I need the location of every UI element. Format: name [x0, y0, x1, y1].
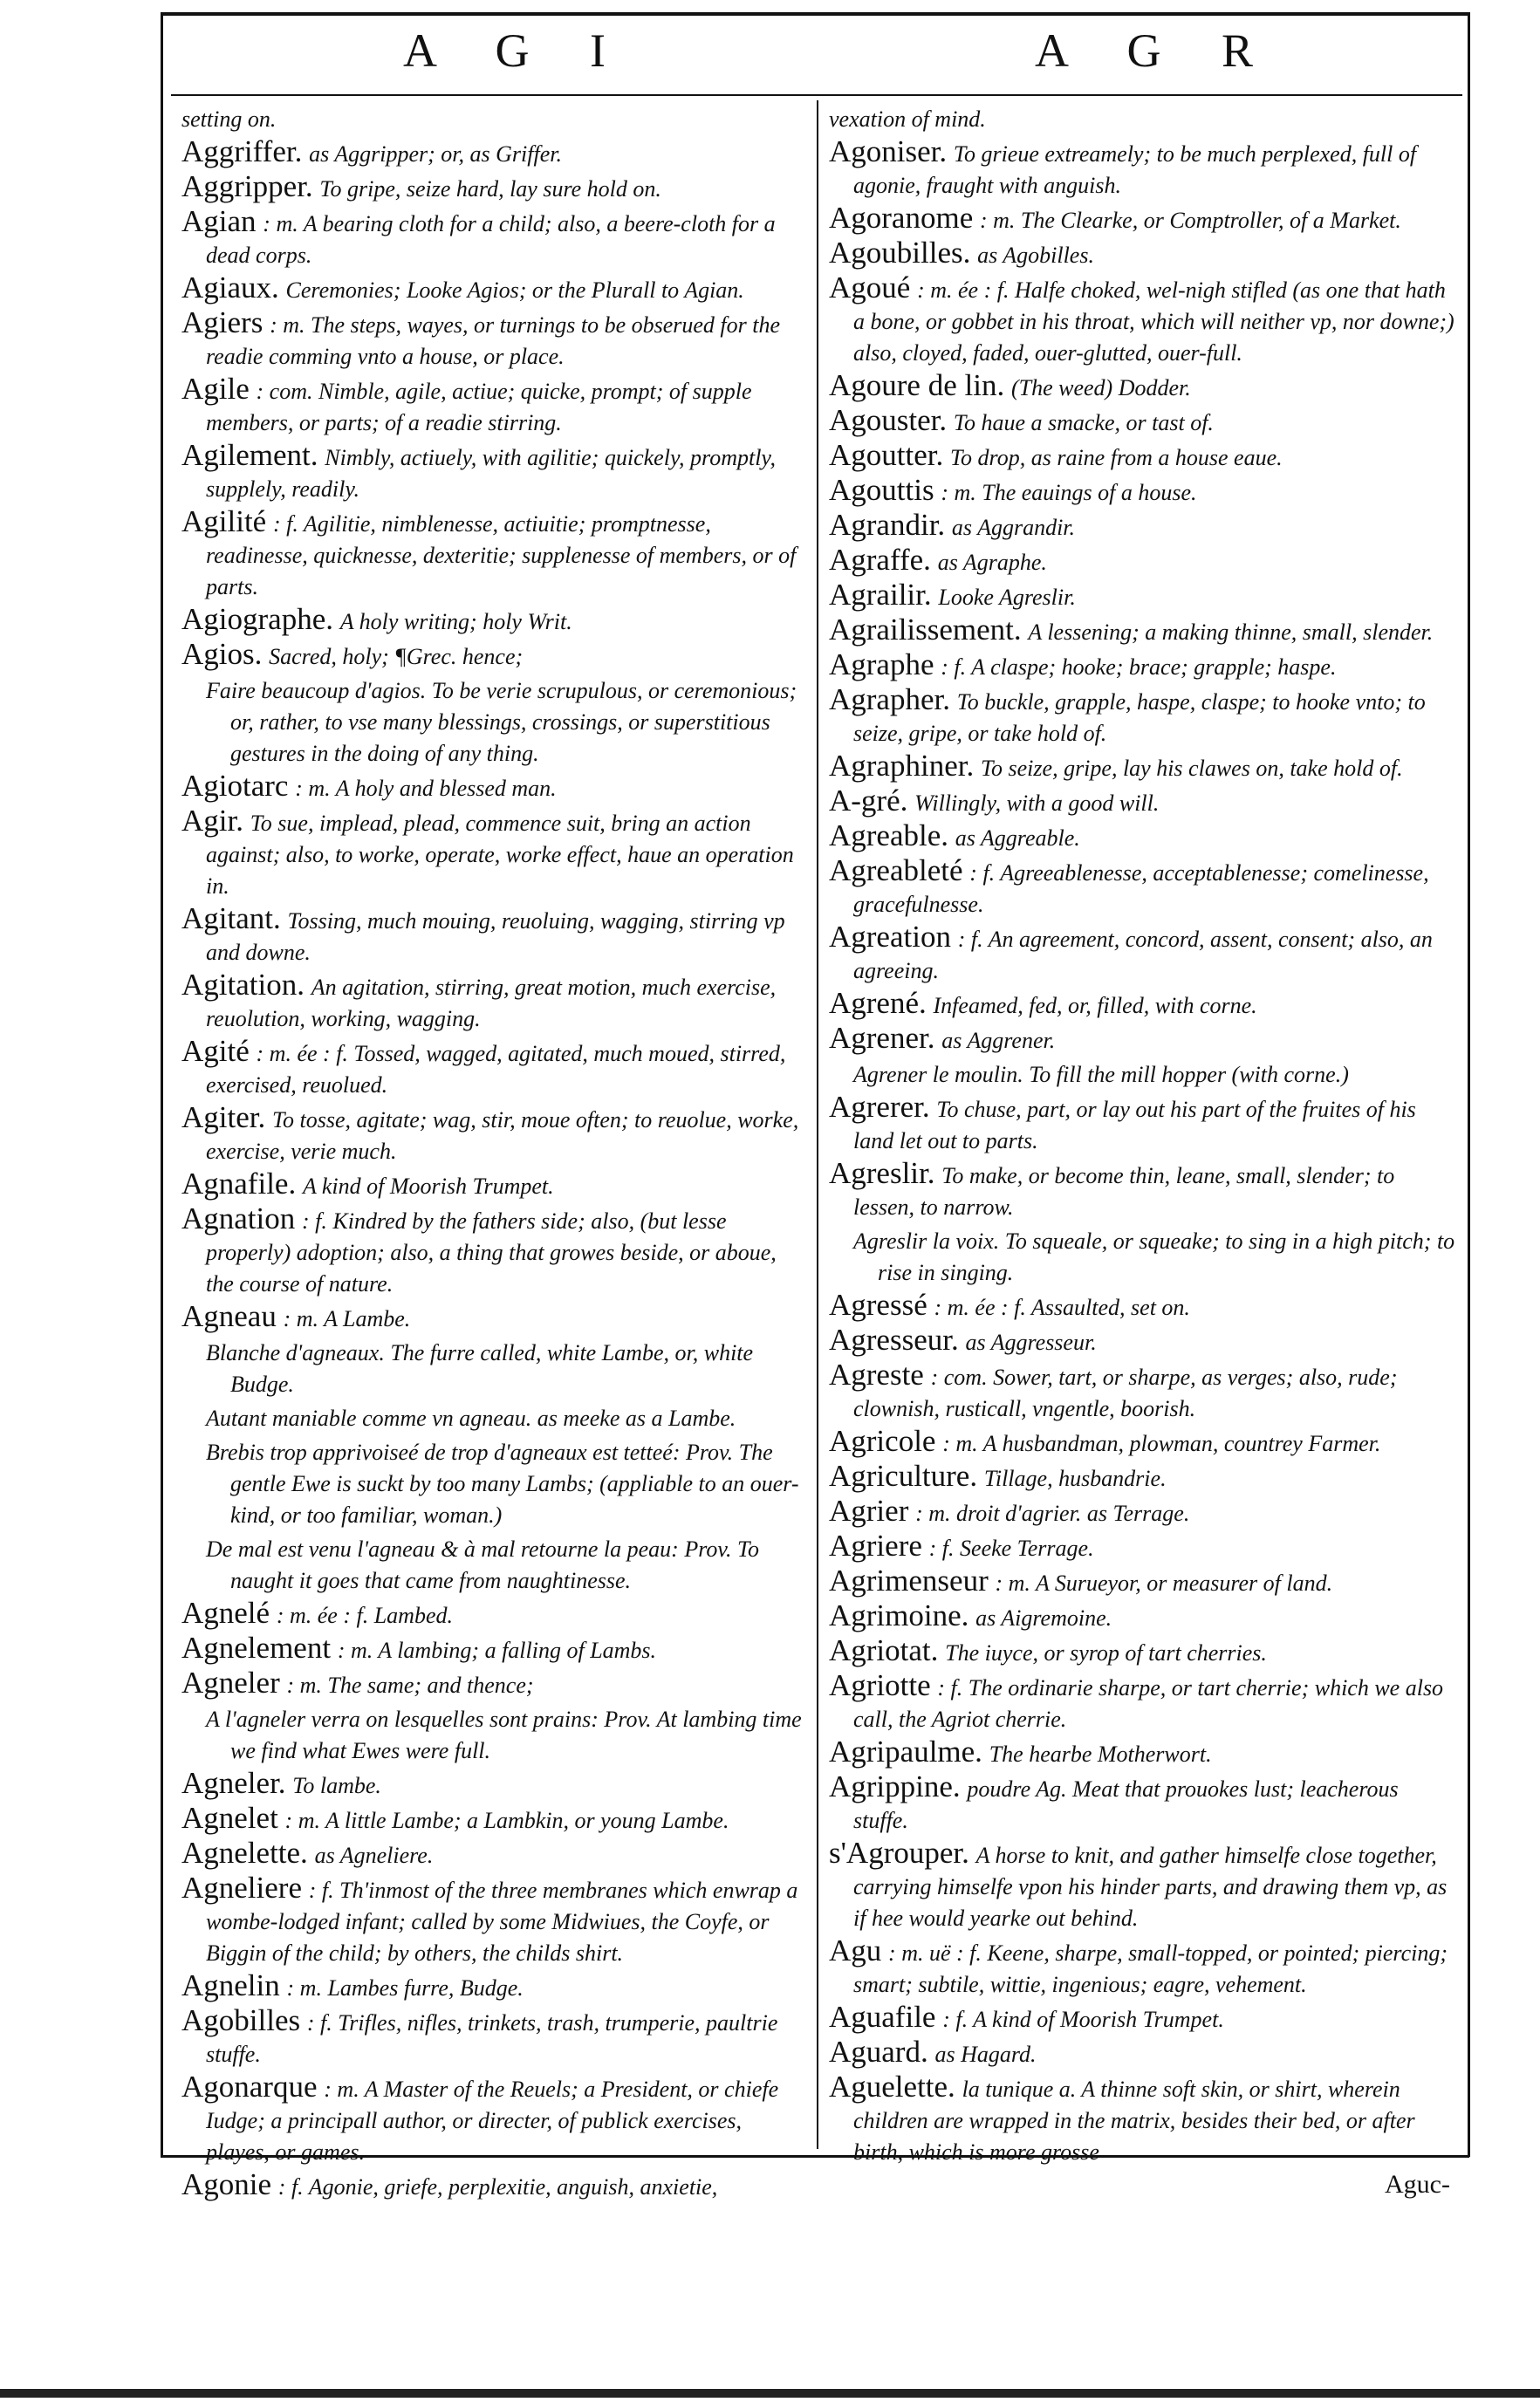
entry-gloss: De mal est venu l'agneau & à mal retourne la peau: Prov. To naught it goes that came from naughtinesse.	[206, 1536, 760, 1593]
entry-gloss: : m. A little Lambe; a Lambkin, or young Lambe.	[284, 1808, 729, 1833]
entry-gloss: : f. Kindred by the fathers side; also, (but lesse properly) adoption; also, a thing that growes beside, or aboue, the course of nature.	[206, 1208, 777, 1297]
dictionary-entry	[829, 922, 1455, 986]
entry-gloss: The hearbe Motherwort.	[989, 1742, 1212, 1767]
entry-headword: Agité	[181, 1034, 250, 1068]
dictionary-entry	[181, 438, 803, 504]
entry-gloss: : m. uë : f. Keene, sharpe, small-topped, or pointed; piercing; smart; subtile, wittie, ingenious; eagre, vehement.	[853, 1940, 1448, 1997]
entry-gloss: To sue, implead, plead, commence suit, bring an action against; also, to worke, operate, worke effect, haue an operation in.	[206, 811, 794, 899]
entry-gloss: as Aggresseur.	[965, 1330, 1097, 1355]
column-divider	[817, 100, 818, 2149]
entry-gloss: vexation of mind.	[829, 106, 986, 132]
entry-headword: Agriculture.	[829, 1459, 978, 1493]
entry-gloss: : f. Th'inmost of the three membranes which enwrap a wombe-lodged infant; called by some Midwiues, the Coyfe, or Biggin of the child; by others, the childs shirt.	[206, 1878, 798, 1966]
entry-headword: Agu	[829, 1933, 882, 1967]
dictionary-entry	[829, 403, 1455, 438]
dictionary-entry	[829, 1566, 1455, 1598]
dictionary-entry	[829, 1461, 1455, 1494]
entry-gloss: To tosse, agitate; wag, stir, moue often; to reuolue, worke, exercise, verie much.	[206, 1107, 799, 1164]
entry-headword: Agraphiner.	[829, 749, 975, 783]
dictionary-entry	[829, 612, 1455, 647]
dictionary-entry	[829, 1092, 1455, 1156]
dictionary-entry	[181, 1703, 803, 1766]
entry-gloss: as Hagard.	[934, 2042, 1037, 2067]
entry-headword: Agricole	[829, 1424, 936, 1458]
entry-headword: Agilement.	[181, 438, 318, 472]
entry-headword: Agiotarc	[181, 769, 289, 803]
entry-headword: Agreableté	[829, 853, 963, 887]
entry-headword: Agripaulme.	[829, 1735, 982, 1769]
entry-headword: Agrerer.	[829, 1090, 930, 1124]
page-frame-right	[1468, 12, 1470, 2157]
dictionary-entry	[829, 1023, 1455, 1056]
entry-gloss: Faire beaucoup d'agios. To be verie scrupulous, or ceremonious; or, rather, to vse many blessings, crossings, or superstitious gestures in the doing of any thing.	[206, 678, 797, 766]
header-rule	[171, 94, 1462, 96]
entry-headword: Agnation	[181, 1201, 296, 1235]
dictionary-entry	[181, 1598, 803, 1631]
entry-headword: Agrailir.	[829, 578, 932, 612]
entry-gloss: To grieue extreamely; to be much perplexed, full of agonie, fraught with anguish.	[853, 141, 1417, 198]
entry-headword: Aggriffer.	[181, 134, 303, 168]
dictionary-entry	[181, 637, 803, 672]
entry-gloss: : m. A holy and blessed man.	[295, 776, 557, 801]
dictionary-entry	[181, 1873, 803, 1968]
entry-gloss: : com. Nimble, agile, actiue; quicke, prompt; of supple members, or parts; of a readie stirring.	[206, 379, 752, 435]
entry-headword: Agneler.	[181, 1766, 286, 1800]
entry-headword: Agios.	[181, 637, 263, 671]
entry-gloss: To drop, as raine from a house eaue.	[949, 445, 1283, 470]
dictionary-entry	[181, 970, 803, 1034]
entry-headword: Agrimoine.	[829, 1598, 969, 1632]
entry-headword: Agrimenseur	[829, 1564, 989, 1598]
dictionary-entry	[829, 2002, 1455, 2035]
entry-gloss: Agreslir la voix. To squeale, or squeake; to sing in a high pitch; to rise in singing.	[853, 1228, 1455, 1285]
entry-headword: Agobilles	[181, 2003, 301, 2037]
dictionary-entry	[829, 103, 1455, 134]
scan-bottom-edge	[0, 2389, 1540, 2398]
entry-gloss: : f. Agonie, griefe, perplexitie, anguish, anxietie,	[277, 2174, 718, 2200]
entry-headword: A-gré.	[829, 784, 908, 818]
dictionary-entry	[829, 986, 1455, 1021]
dictionary-entry	[829, 545, 1455, 578]
entry-headword: Agiographe.	[181, 602, 333, 636]
dictionary-entry	[829, 1668, 1455, 1735]
entry-gloss: : m. A husbandman, plowman, countrey Farmer.	[942, 1431, 1381, 1456]
entry-gloss: : m. A Surueyor, or measurer of land.	[995, 1571, 1333, 1596]
dictionary-entry	[829, 1769, 1455, 1836]
entry-gloss: Ceremonies; Looke Agios; or the Plurall to Agian.	[285, 277, 744, 303]
entry-gloss: A kind of Moorish Trumpet.	[302, 1174, 554, 1199]
entry-gloss: Tossing, much mouing, reuoluing, wagging, stirring vp and downe.	[206, 908, 785, 965]
dictionary-entry	[181, 1299, 803, 1334]
dictionary-entry	[829, 853, 1455, 920]
entry-gloss: Nimbly, actiuely, with agilitie; quickely, promptly, supplely, readily.	[206, 445, 777, 502]
right-column	[829, 103, 1455, 2200]
dictionary-entry	[829, 682, 1455, 749]
entry-gloss: : m. droit d'agrier. as Terrage.	[915, 1501, 1190, 1526]
dictionary-entry	[829, 1633, 1455, 1668]
entry-gloss: as Aggrener.	[941, 1028, 1056, 1053]
dictionary-entry	[829, 580, 1455, 612]
entry-gloss: : m. The Clearke, or Comptroller, of a Market.	[979, 208, 1401, 233]
entry-headword: Agoué	[829, 270, 911, 305]
entry-gloss: Tillage, husbandrie.	[983, 1466, 1167, 1491]
dictionary-entry	[181, 602, 803, 637]
page-frame-left	[161, 12, 163, 2157]
entry-gloss: as Aggreable.	[955, 825, 1080, 851]
dictionary-entry	[181, 1337, 803, 1399]
entry-gloss: : m. ée : f. Lambed.	[276, 1603, 454, 1628]
dictionary-entry	[829, 1838, 1455, 1933]
entry-gloss: To seize, gripe, lay his clawes on, take hold of.	[980, 756, 1403, 781]
entry-gloss: To haue a smacke, or tast of.	[953, 410, 1214, 435]
entry-gloss: Brebis trop apprivoiseé de trop d'agneaux est tetteé: Prov. The gentle Ewe is suckt by too many Lambs; (appliable to an ouer-kind, or too familiar, woman.)	[206, 1440, 799, 1528]
entry-gloss: poudre Ag. Meat that prouokes lust; leacherous stuffe.	[853, 1776, 1399, 1833]
dictionary-entry	[829, 1737, 1455, 1769]
entry-gloss: A horse to knit, and gather himselfe close together, carrying himselfe vpon his hinder parts, and drawing them vp, as if hee would yearke out behind.	[853, 1843, 1448, 1931]
entry-headword: Agneliere	[181, 1871, 302, 1905]
entry-headword: Agrandir.	[829, 508, 946, 542]
entry-headword: Aguafile	[829, 2000, 936, 2034]
dictionary-entry	[181, 1803, 803, 1836]
entry-gloss: Blanche d'agneaux. The furre called, white Lambe, or, white Budge.	[206, 1340, 754, 1397]
dictionary-entry	[829, 1598, 1455, 1633]
dictionary-entry	[829, 438, 1455, 473]
dictionary-entry	[829, 1058, 1455, 1090]
entry-gloss: as Agobilles.	[977, 243, 1094, 268]
entry-headword: Agian	[181, 204, 257, 238]
entry-gloss: as Agneliere.	[314, 1843, 434, 1868]
dictionary-entry	[829, 1424, 1455, 1459]
dictionary-entry	[829, 751, 1455, 784]
entry-headword: Agresseur.	[829, 1323, 959, 1357]
dictionary-entry	[181, 103, 803, 134]
page-frame-top	[161, 12, 1469, 16]
dictionary-entry	[181, 270, 803, 305]
entry-gloss: An agitation, stirring, great motion, much exercise, reuolution, working, wagging.	[206, 975, 777, 1031]
entry-headword: Agnelin	[181, 1968, 280, 2002]
entry-headword: Agilité	[181, 504, 267, 538]
entry-gloss: Sacred, holy; ¶Grec. hence;	[269, 644, 524, 669]
dictionary-entry	[829, 238, 1455, 270]
entry-headword: Agrener.	[829, 1021, 935, 1055]
dictionary-entry	[829, 1156, 1455, 1222]
dictionary-entry	[181, 2003, 803, 2070]
dictionary-entry	[181, 1436, 803, 1530]
dictionary-entry	[181, 1402, 803, 1434]
entry-gloss: Agrener le moulin. To fill the mill hopper (with corne.)	[853, 1062, 1349, 1087]
entry-headword: Aggripper.	[181, 169, 313, 203]
entry-gloss: : m. ée : f. Assaulted, set on.	[934, 1295, 1190, 1320]
dictionary-entry	[829, 1531, 1455, 1564]
entry-gloss: la tunique a. A thinne soft skin, or shirt, wherein children are wrapped in the matrix, besides their bed, or after birth, which is more grosse	[853, 2077, 1415, 2165]
entry-headword: Agnelé	[181, 1596, 270, 1630]
entry-gloss: To gripe, seize hard, lay sure hold on.	[319, 176, 661, 202]
dictionary-entry	[829, 473, 1455, 508]
dictionary-entry	[829, 203, 1455, 236]
entry-headword: Agreation	[829, 920, 951, 954]
entry-gloss: : f. An agreement, concord, assent, consent; also, an agreeing.	[853, 927, 1433, 983]
entry-gloss: A lessening; a making thinne, small, slender.	[1028, 619, 1434, 645]
entry-headword: Agreste	[829, 1358, 924, 1392]
entry-gloss: : m. A Master of the Reuels; a President, or chiefe Iudge; a principall author, or directer, of publick exercises, playes, or games.	[206, 2077, 779, 2165]
running-head-left: A G I	[403, 24, 630, 77]
entry-gloss: : m. A lambing; a falling of Lambs.	[337, 1638, 657, 1663]
running-head-right: A G R	[1035, 24, 1278, 77]
dictionary-entry	[829, 1360, 1455, 1424]
entry-headword: Agriotat.	[829, 1633, 939, 1667]
entry-gloss: Infeamed, fed, or, filled, with corne.	[933, 993, 1257, 1018]
entry-gloss: Autant maniable comme vn agneau. as meeke as a Lambe.	[206, 1406, 736, 1431]
dictionary-entry	[181, 1201, 803, 1299]
entry-gloss: To make, or become thin, leane, small, slender; to lessen, to narrow.	[853, 1163, 1395, 1220]
dictionary-entry	[829, 2072, 1455, 2167]
dictionary-entry	[181, 374, 803, 438]
entry-headword: Agonie	[181, 2167, 272, 2201]
entry-gloss: : f. A kind of Moorish Trumpet.	[942, 2007, 1224, 2032]
entry-headword: Agreable.	[829, 818, 949, 852]
entry-gloss: : com. Sower, tart, or sharpe, as verges; also, rude; clownish, rusticall, vngentle, boorish.	[853, 1365, 1398, 1421]
dictionary-entry	[829, 368, 1455, 403]
entry-gloss: : m. Lambes furre, Budge.	[286, 1975, 524, 2001]
dictionary-entry	[181, 1034, 803, 1100]
catchword: Aguc-	[1385, 2170, 1450, 2199]
entry-headword: Agiers	[181, 305, 264, 339]
dictionary-entry	[181, 2072, 803, 2167]
entry-gloss: : m. A Lambe.	[283, 1306, 411, 1331]
dictionary-entry	[829, 134, 1455, 201]
entry-headword: Agonarque	[181, 2070, 318, 2104]
dictionary-entry	[829, 818, 1455, 853]
entry-gloss: : f. Agreeablenesse, acceptablenesse; comelinesse, gracefulnesse.	[853, 860, 1429, 917]
entry-headword: Agnelet	[181, 1801, 278, 1835]
entry-headword: Agrailissement.	[829, 612, 1022, 647]
entry-gloss: : m. The steps, wayes, or turnings to be obserued for the readie comming vnto a house, or place.	[206, 312, 781, 369]
dictionary-entry	[181, 771, 803, 804]
entry-gloss: as Aigremoine.	[975, 1605, 1112, 1631]
entry-headword: Agrapher.	[829, 682, 950, 716]
entry-headword: Agoranome	[829, 201, 974, 235]
entry-gloss: : m. A bearing cloth for a child; also, a beere-cloth for a dead corps.	[206, 211, 776, 268]
entry-gloss: : f. A claspe; hooke; brace; grapple; haspe.	[941, 654, 1337, 680]
entry-headword: Agiaux.	[181, 270, 279, 305]
dictionary-entry	[829, 510, 1455, 543]
entry-gloss: : f. The ordinarie sharpe, or tart cherrie; which we also call, the Agriot cherrie.	[853, 1675, 1444, 1732]
entry-headword: Agnafile.	[181, 1167, 297, 1201]
dictionary-entry	[181, 134, 803, 169]
entry-headword: Agouster.	[829, 403, 948, 437]
entry-headword: Agnelement	[181, 1631, 332, 1665]
dictionary-entry	[181, 2167, 803, 2202]
entry-gloss: A l'agneler verra on lesquelles sont prains: Prov. At lambing time we find what Ewes were full.	[206, 1707, 802, 1763]
dictionary-entry	[181, 1533, 803, 1596]
entry-gloss: : m. ée : f. Tossed, wagged, agitated, much moued, stirred, exercised, reuolued.	[206, 1041, 786, 1098]
entry-headword: Agouttis	[829, 473, 934, 507]
dictionary-entry	[829, 1933, 1455, 2000]
entry-gloss: as Aggrandir.	[951, 515, 1076, 540]
entry-headword: Agitation.	[181, 968, 305, 1002]
entry-headword: Agrené.	[829, 986, 927, 1020]
dictionary-entry	[181, 1766, 803, 1801]
entry-headword: Agriere	[829, 1529, 922, 1563]
dictionary-entry	[829, 1325, 1455, 1358]
dictionary-entry	[829, 786, 1455, 818]
entry-headword: Agriotte	[829, 1668, 931, 1702]
entry-headword: Agoutter.	[829, 438, 944, 472]
entry-gloss: Looke Agreslir.	[938, 585, 1076, 610]
entry-headword: Agressé	[829, 1288, 927, 1322]
entry-gloss: To lambe.	[292, 1773, 381, 1798]
dictionary-entry	[181, 674, 803, 769]
entry-gloss: To buckle, grapple, haspe, claspe; to hooke vnto; to seize, gripe, or take hold of.	[853, 689, 1426, 746]
left-column	[181, 103, 803, 2205]
dictionary-entry	[181, 1169, 803, 1201]
dictionary-entry	[829, 1225, 1455, 1288]
entry-gloss: : m. The same; and thence;	[286, 1673, 534, 1698]
entry-headword: Agir.	[181, 804, 243, 838]
dictionary-entry	[181, 1633, 803, 1666]
entry-headword: Agoubilles.	[829, 236, 971, 270]
entry-gloss: : f. Trifles, nifles, trinkets, trash, trumperie, paultrie stuffe.	[206, 2010, 778, 2067]
entry-headword: Agrier	[829, 1494, 909, 1528]
entry-headword: Agoniser.	[829, 134, 948, 168]
entry-headword: s'Agrouper.	[829, 1836, 969, 1870]
entry-headword: Agraffe.	[829, 543, 931, 577]
entry-gloss: (The weed) Dodder.	[1010, 375, 1191, 400]
entry-gloss: as Agraphe.	[937, 550, 1047, 575]
entry-headword: Agoure de lin.	[829, 368, 1005, 402]
dictionary-entry	[181, 901, 803, 968]
entry-gloss: A holy writing; holy Writ.	[339, 609, 572, 634]
entry-headword: Agraphe	[829, 647, 934, 681]
dictionary-entry	[181, 806, 803, 901]
dictionary-entry	[829, 1496, 1455, 1529]
entry-gloss: : f. Seeke Terrage.	[928, 1536, 1094, 1561]
entry-headword: Agile	[181, 372, 250, 406]
entry-headword: Agrippine.	[829, 1769, 961, 1803]
entry-headword: Agnelette.	[181, 1836, 308, 1870]
dictionary-entry	[181, 169, 803, 204]
dictionary-entry	[829, 2037, 1455, 2070]
dictionary-entry	[829, 1290, 1455, 1323]
dictionary-entry	[181, 1968, 803, 2003]
entry-headword: Agneler	[181, 1666, 280, 1700]
dictionary-entry	[829, 270, 1455, 368]
entry-gloss: The iuyce, or syrop of tart cherries.	[945, 1640, 1267, 1666]
entry-gloss: setting on.	[181, 106, 277, 132]
entry-gloss: Willingly, with a good will.	[914, 790, 1160, 816]
entry-headword: Aguelette.	[829, 2070, 955, 2104]
entry-gloss: as Aggripper; or, as Griffer.	[309, 141, 562, 167]
entry-headword: Agreslir.	[829, 1156, 935, 1190]
dictionary-entry	[181, 305, 803, 372]
entry-headword: Aguard.	[829, 2035, 928, 2069]
dictionary-entry	[181, 204, 803, 270]
entry-gloss: : m. The eauings of a house.	[941, 480, 1197, 505]
dictionary-entry	[181, 1838, 803, 1871]
entry-gloss: : m. ée : f. Halfe choked, wel-nigh stifled (as one that hath a bone, or gobbet in his throat, which will neither vp, nor downe;) also, cloyed, faded, ouer-glutted, ouer-full.	[853, 277, 1454, 366]
entry-headword: Agiter.	[181, 1100, 266, 1134]
dictionary-entry	[181, 1668, 803, 1701]
entry-gloss: : f. Agilitie, nimblenesse, actiuitie; promptnesse, readinesse, quicknesse, dexteritie; supplenesse of members, or of parts.	[206, 511, 797, 599]
dictionary-entry	[181, 504, 803, 602]
dictionary-entry	[181, 1100, 803, 1167]
entry-headword: Agitant.	[181, 901, 281, 935]
entry-gloss: To chuse, part, or lay out his part of the fruites of his land let out to parts.	[853, 1097, 1416, 1153]
entry-headword: Agneau	[181, 1299, 277, 1333]
dictionary-entry	[829, 647, 1455, 682]
